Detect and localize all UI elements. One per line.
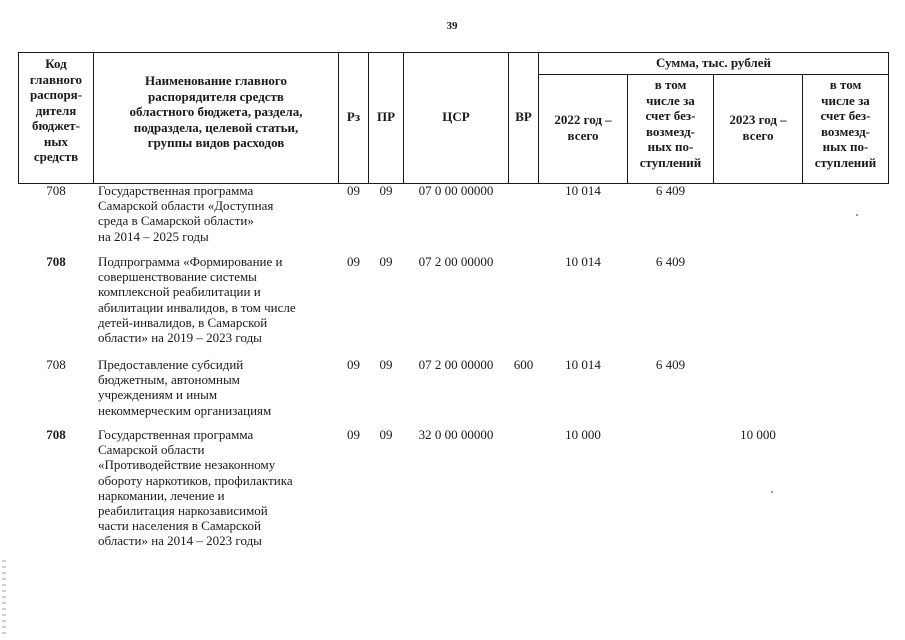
header-vr: ВР xyxy=(515,109,532,124)
cell-rz: 09 xyxy=(347,357,360,372)
cell-code: 708 xyxy=(46,427,66,442)
cell-code: 708 xyxy=(46,183,66,198)
cell-name: Предоставление субсидий бюджетным, автономным учреждениям и иным некоммерческим организациям xyxy=(98,357,272,418)
cell-2022-grants: 6 409 xyxy=(655,254,686,269)
cell-vr: 600 xyxy=(513,357,534,372)
header-2023-grants: в том числе за счет без- возмезд- ных по- ступлений xyxy=(814,77,877,170)
cell-name: Государственная программа Самарской области «Доступная среда в Самарской области» на 2014 – 2025 годы xyxy=(98,183,274,244)
scan-speck xyxy=(771,491,773,493)
scan-speck xyxy=(856,214,858,216)
cell-rz: 09 xyxy=(347,183,360,198)
cell-code: 708 xyxy=(46,357,66,372)
cell-csr: 32 0 00 00000 xyxy=(418,427,494,442)
cell-csr: 07 2 00 00000 xyxy=(418,254,494,269)
page-number: 39 xyxy=(446,20,458,32)
cell-2022-grants: 6 409 xyxy=(655,183,686,198)
header-2022-grants: в том числе за счет без- возмезд- ных по- ступлений xyxy=(639,77,702,170)
cell-2022-total: 10 014 xyxy=(565,357,601,372)
cell-pr: 09 xyxy=(379,183,393,198)
header-csr: ЦСР xyxy=(442,109,470,124)
cell-2022-grants: 6 409 xyxy=(655,357,686,372)
header-sum: Сумма, тыс. рублей xyxy=(656,55,771,70)
cell-2023-total: 10 000 xyxy=(740,427,776,442)
header-2023-total: 2023 год – всего xyxy=(729,112,787,143)
cell-name: Государственная программа Самарской области «Противодействие незаконному обороту наркотиков, профилактика наркомании, лечение и реабилитация наркозависимой части населения в Самарской области» на 2014 – 2023 годы xyxy=(98,427,293,549)
header-name: Наименование главного распорядителя средств областного бюджета, раздела, подраздела, целевой статьи, группы видов расходов xyxy=(129,73,303,150)
header-code: Код главного распоря- дителя бюджет- ных средств xyxy=(29,56,83,164)
header-rz: Рз xyxy=(346,109,361,124)
cell-pr: 09 xyxy=(379,427,393,442)
cell-2022-total: 10 014 xyxy=(565,183,601,198)
header-pr: ПР xyxy=(376,109,396,124)
cell-rz: 09 xyxy=(347,427,360,442)
cell-name: Подпрограмма «Формирование и совершенствование системы комплексной реабилитации и абилитации инвалидов, в том числе детей-инвалидов, в Самарской области» на 2019 – 2023 годы xyxy=(98,254,296,346)
cell-csr: 07 2 00 00000 xyxy=(418,357,494,372)
cell-code: 708 xyxy=(46,254,66,269)
header-top-border xyxy=(18,52,889,53)
budget-table xyxy=(18,52,889,588)
cell-pr: 09 xyxy=(379,254,393,269)
cell-2022-total: 10 000 xyxy=(565,427,601,442)
cell-rz: 09 xyxy=(347,254,360,269)
cell-pr: 09 xyxy=(379,357,393,372)
header-2022-total: 2022 год – всего xyxy=(554,112,612,143)
cell-csr: 07 0 00 00000 xyxy=(418,183,494,198)
col-border xyxy=(888,52,889,184)
scan-artifact xyxy=(2,560,6,635)
cell-2022-total: 10 014 xyxy=(565,254,601,269)
